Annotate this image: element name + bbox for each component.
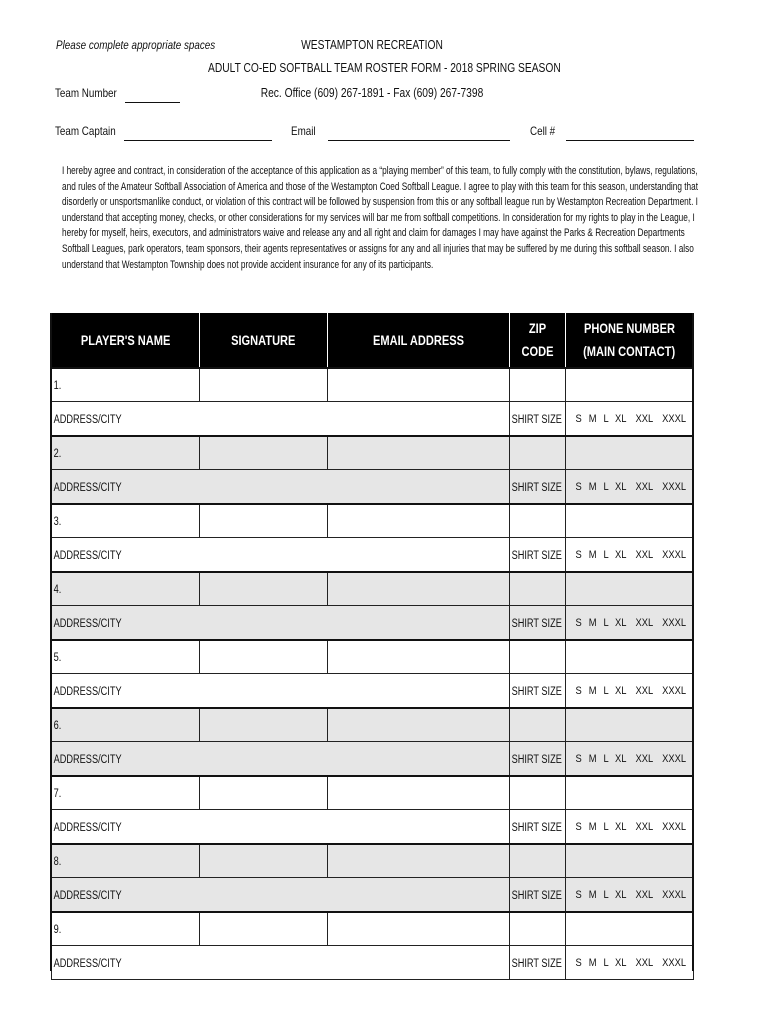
shirt-size-option[interactable]: M (588, 752, 597, 765)
shirt-size-option[interactable]: S (575, 956, 582, 969)
signature-cell[interactable] (200, 572, 328, 606)
col-signature: SIGNATURE (200, 313, 328, 368)
signature-cell[interactable] (200, 504, 328, 538)
agreement-line: Softball Leagues, park operators, team sponsors, their agents representatives or assigns for any and all injuries that may be suffered by me during this softball season. I also (62, 242, 694, 255)
email-cell[interactable] (328, 368, 510, 402)
address-city-cell[interactable] (52, 538, 510, 573)
address-row (52, 470, 694, 505)
shirt-size-option[interactable]: M (588, 616, 597, 629)
shirt-size-label: SHIRT SIZE (511, 481, 562, 494)
agreement-line: and rules of the Amateur Softball Association of America and those of the Westampton Coed Softball League. I agree to play with this team for this season, understanding that (62, 180, 699, 193)
address-row (52, 606, 694, 641)
row-number: 7. (53, 788, 62, 800)
shirt-size-label-cell (510, 538, 566, 573)
shirt-size-options (566, 402, 694, 437)
agreement-paragraph (62, 164, 699, 273)
phone-cell[interactable] (566, 776, 694, 810)
shirt-size-option[interactable]: XXXL (662, 480, 687, 493)
email-cell[interactable] (328, 776, 510, 810)
player-row (52, 368, 694, 402)
shirt-size-option[interactable]: XL (615, 752, 627, 765)
shirt-size-option[interactable]: XXL (635, 888, 653, 901)
shirt-size-option[interactable]: L (603, 412, 609, 425)
address-city-label: ADDRESS/CITY (53, 617, 122, 630)
shirt-size-label-cell (510, 674, 566, 709)
shirt-size-option[interactable]: M (588, 956, 597, 969)
shirt-size-options (566, 742, 694, 777)
shirt-size-label: SHIRT SIZE (511, 685, 562, 698)
cell-field[interactable] (566, 140, 694, 141)
player-row (52, 776, 694, 810)
shirt-size-option[interactable]: XL (615, 412, 627, 425)
shirt-size-option[interactable]: XXXL (662, 684, 687, 697)
shirt-size-label-cell (510, 606, 566, 641)
row-number: 4. (53, 584, 62, 596)
shirt-size-label: SHIRT SIZE (511, 821, 562, 834)
player-name-cell[interactable] (52, 776, 200, 810)
address-city-label: ADDRESS/CITY (53, 549, 122, 562)
team-captain-field[interactable] (124, 140, 272, 141)
shirt-size-option[interactable]: S (575, 684, 582, 697)
phone-cell[interactable] (566, 640, 694, 674)
shirt-size-option[interactable]: XXXL (662, 548, 687, 561)
shirt-size-option[interactable]: XL (615, 548, 627, 561)
address-city-label: ADDRESS/CITY (53, 413, 122, 426)
shirt-size-option[interactable]: S (575, 820, 582, 833)
shirt-size-option[interactable]: S (575, 548, 582, 561)
address-city-label: ADDRESS/CITY (53, 481, 122, 494)
shirt-size-option[interactable]: XXXL (662, 956, 687, 969)
phone-cell[interactable] (566, 844, 694, 878)
shirt-size-label: SHIRT SIZE (511, 753, 562, 766)
org-title-wrap (272, 38, 472, 52)
shirt-size-label: SHIRT SIZE (511, 957, 562, 970)
office-contact-wrap (222, 86, 522, 100)
address-row (52, 538, 694, 573)
shirt-size-option[interactable]: M (588, 412, 597, 425)
shirt-size-options (566, 674, 694, 709)
signature-cell[interactable] (200, 640, 328, 674)
shirt-size-option[interactable]: L (603, 548, 609, 561)
shirt-size-label-cell (510, 402, 566, 437)
player-name-cell[interactable] (52, 912, 200, 946)
zip-cell[interactable] (510, 844, 566, 878)
shirt-size-option[interactable]: XXL (635, 616, 653, 629)
col-email: EMAIL ADDRESS (328, 313, 510, 368)
address-city-cell[interactable] (52, 810, 510, 845)
roster-table (51, 313, 694, 980)
shirt-size-option[interactable]: XXXL (662, 888, 687, 901)
address-row (52, 742, 694, 777)
row-number: 2. (53, 448, 62, 460)
row-number: 1. (53, 380, 62, 392)
team-number-label: Team Number (55, 86, 117, 100)
row-number: 9. (53, 924, 62, 936)
shirt-size-label-cell (510, 878, 566, 913)
address-city-label: ADDRESS/CITY (53, 753, 122, 766)
shirt-size-option[interactable]: L (603, 888, 609, 901)
shirt-size-option[interactable]: S (575, 616, 582, 629)
shirt-size-option[interactable]: L (603, 820, 609, 833)
shirt-size-options (566, 878, 694, 913)
shirt-size-options (566, 538, 694, 573)
player-row (52, 572, 694, 606)
shirt-size-label-cell (510, 946, 566, 980)
address-city-cell[interactable] (52, 402, 510, 437)
address-city-label: ADDRESS/CITY (53, 889, 122, 902)
shirt-size-option[interactable]: M (588, 480, 597, 493)
player-row (52, 844, 694, 878)
address-city-cell[interactable] (52, 946, 510, 980)
shirt-size-option[interactable]: M (588, 684, 597, 697)
shirt-size-option[interactable]: XXL (635, 548, 653, 561)
row-number: 8. (53, 856, 62, 868)
address-city-label: ADDRESS/CITY (53, 821, 122, 834)
shirt-size-option[interactable]: XL (615, 480, 627, 493)
shirt-size-option[interactable]: XXL (635, 412, 653, 425)
org-title: WESTAMPTON RECREATION (301, 38, 443, 52)
email-cell[interactable] (328, 708, 510, 742)
table-border-left (50, 313, 52, 971)
signature-cell[interactable] (200, 436, 328, 470)
address-row (52, 402, 694, 437)
shirt-size-option[interactable]: XXL (635, 956, 653, 969)
email-cell[interactable] (328, 504, 510, 538)
email-cell[interactable] (328, 912, 510, 946)
shirt-size-option[interactable]: XL (615, 616, 627, 629)
shirt-size-option[interactable]: XXL (635, 752, 653, 765)
agreement-line: hereby for myself, heirs, executors, and administrators waive and release any and all right and claim for damages I may have against the Parks & Recreation Departments (62, 227, 685, 240)
team-captain-label: Team Captain (55, 124, 116, 138)
cell-label: Cell # (530, 124, 556, 138)
email-cell[interactable] (328, 572, 510, 606)
row-number: 3. (53, 516, 62, 528)
office-contact: Rec. Office (609) 267-1891 - Fax (609) 267-7398 (260, 86, 484, 100)
agreement-line: understand that accepting money, checks, or other considerations for my services will bar me from softball competitions. In consideration for my rights to play in the League, I (62, 211, 695, 224)
address-row (52, 878, 694, 913)
email-field[interactable] (328, 140, 510, 141)
phone-cell[interactable] (566, 572, 694, 606)
agreement-line: I hereby agree and contract, in consideration of the acceptance of this application as a “playing member” of this team, to fully comply with the constitution, bylaws, regulations, (62, 165, 698, 177)
shirt-size-option[interactable]: XXL (635, 684, 653, 697)
shirt-size-option[interactable]: XXXL (662, 616, 687, 629)
address-city-label: ADDRESS/CITY (53, 685, 122, 698)
agreement-line: disorderly or unsportsmanlike conduct, or violation of this contract will be followed by suspension from this or any softball league run by Westampton Recreation Department. I (62, 196, 698, 209)
team-number-field[interactable] (125, 102, 180, 103)
shirt-size-label-cell (510, 470, 566, 505)
col-player-name: PLAYER'S NAME (52, 313, 200, 368)
shirt-size-label: SHIRT SIZE (511, 889, 562, 902)
form-title: ADULT CO-ED SOFTBALL TEAM ROSTER FORM - 2018 SPRING SEASON (208, 61, 561, 75)
phone-cell[interactable] (566, 436, 694, 470)
email-cell[interactable] (328, 436, 510, 470)
shirt-size-options (566, 810, 694, 845)
player-row (52, 912, 694, 946)
shirt-size-option[interactable]: XXL (635, 820, 653, 833)
shirt-size-options (566, 470, 694, 505)
shirt-size-label: SHIRT SIZE (511, 549, 562, 562)
player-name-cell[interactable] (52, 572, 200, 606)
shirt-size-option[interactable]: XL (615, 888, 627, 901)
zip-cell[interactable] (510, 776, 566, 810)
player-name-cell[interactable] (52, 844, 200, 878)
email-label: Email (291, 124, 316, 138)
shirt-size-option[interactable]: M (588, 548, 597, 561)
zip-cell[interactable] (510, 572, 566, 606)
shirt-size-option[interactable]: L (603, 956, 609, 969)
row-number: 6. (53, 720, 62, 732)
shirt-size-option[interactable]: XL (615, 684, 627, 697)
signature-cell[interactable] (200, 708, 328, 742)
address-row (52, 674, 694, 709)
player-row (52, 504, 694, 538)
shirt-size-option[interactable]: L (603, 480, 609, 493)
shirt-size-option[interactable]: L (603, 752, 609, 765)
zip-cell[interactable] (510, 504, 566, 538)
address-city-cell[interactable] (52, 742, 510, 777)
address-city-cell[interactable] (52, 606, 510, 641)
shirt-size-option[interactable]: L (603, 684, 609, 697)
phone-cell[interactable] (566, 368, 694, 402)
signature-cell[interactable] (200, 912, 328, 946)
player-name-cell[interactable] (52, 708, 200, 742)
shirt-size-option[interactable]: M (588, 820, 597, 833)
signature-cell[interactable] (200, 844, 328, 878)
zip-cell[interactable] (510, 368, 566, 402)
address-row (52, 946, 694, 980)
form-title-wrap (172, 61, 572, 75)
shirt-size-option[interactable]: XXXL (662, 412, 687, 425)
player-name-cell[interactable] (52, 368, 200, 402)
shirt-size-label-cell (510, 742, 566, 777)
address-row (52, 810, 694, 845)
col-zip: ZIP CODE (510, 313, 566, 368)
email-cell[interactable] (328, 640, 510, 674)
shirt-size-options (566, 946, 694, 980)
shirt-size-option[interactable]: S (575, 412, 582, 425)
instruction-text: Please complete appropriate spaces (56, 38, 216, 52)
address-city-cell[interactable] (52, 674, 510, 709)
shirt-size-option[interactable]: XL (615, 956, 627, 969)
email-cell[interactable] (328, 844, 510, 878)
roster-header-row (52, 313, 694, 368)
table-border-right (692, 313, 694, 971)
shirt-size-option[interactable]: M (588, 888, 597, 901)
shirt-size-label-cell (510, 810, 566, 845)
shirt-size-option[interactable]: L (603, 616, 609, 629)
player-name-cell[interactable] (52, 640, 200, 674)
player-name-cell[interactable] (52, 436, 200, 470)
phone-cell[interactable] (566, 708, 694, 742)
shirt-size-option[interactable]: XXL (635, 480, 653, 493)
player-row (52, 436, 694, 470)
signature-cell[interactable] (200, 776, 328, 810)
row-number: 5. (53, 652, 62, 664)
shirt-size-label: SHIRT SIZE (511, 617, 562, 630)
roster-body (52, 368, 694, 980)
shirt-size-option[interactable]: S (575, 480, 582, 493)
shirt-size-label: SHIRT SIZE (511, 413, 562, 426)
phone-cell[interactable] (566, 912, 694, 946)
shirt-size-option[interactable]: XL (615, 820, 627, 833)
player-name-cell[interactable] (52, 504, 200, 538)
zip-cell[interactable] (510, 708, 566, 742)
player-row (52, 708, 694, 742)
shirt-size-option[interactable]: S (575, 888, 582, 901)
shirt-size-option[interactable]: XXXL (662, 820, 687, 833)
address-city-cell[interactable] (52, 470, 510, 505)
shirt-size-options (566, 606, 694, 641)
shirt-size-option[interactable]: S (575, 752, 582, 765)
shirt-size-option[interactable]: XXXL (662, 752, 687, 765)
zip-cell[interactable] (510, 436, 566, 470)
player-row (52, 640, 694, 674)
signature-cell[interactable] (200, 368, 328, 402)
phone-cell[interactable] (566, 504, 694, 538)
agreement-line: understand that Westampton Township does not provide accident insurance for any of its participants. (62, 258, 434, 271)
col-phone: PHONE NUMBER (MAIN CONTACT) (566, 313, 694, 368)
address-city-label: ADDRESS/CITY (53, 957, 122, 970)
address-city-cell[interactable] (52, 878, 510, 913)
zip-cell[interactable] (510, 912, 566, 946)
zip-cell[interactable] (510, 640, 566, 674)
